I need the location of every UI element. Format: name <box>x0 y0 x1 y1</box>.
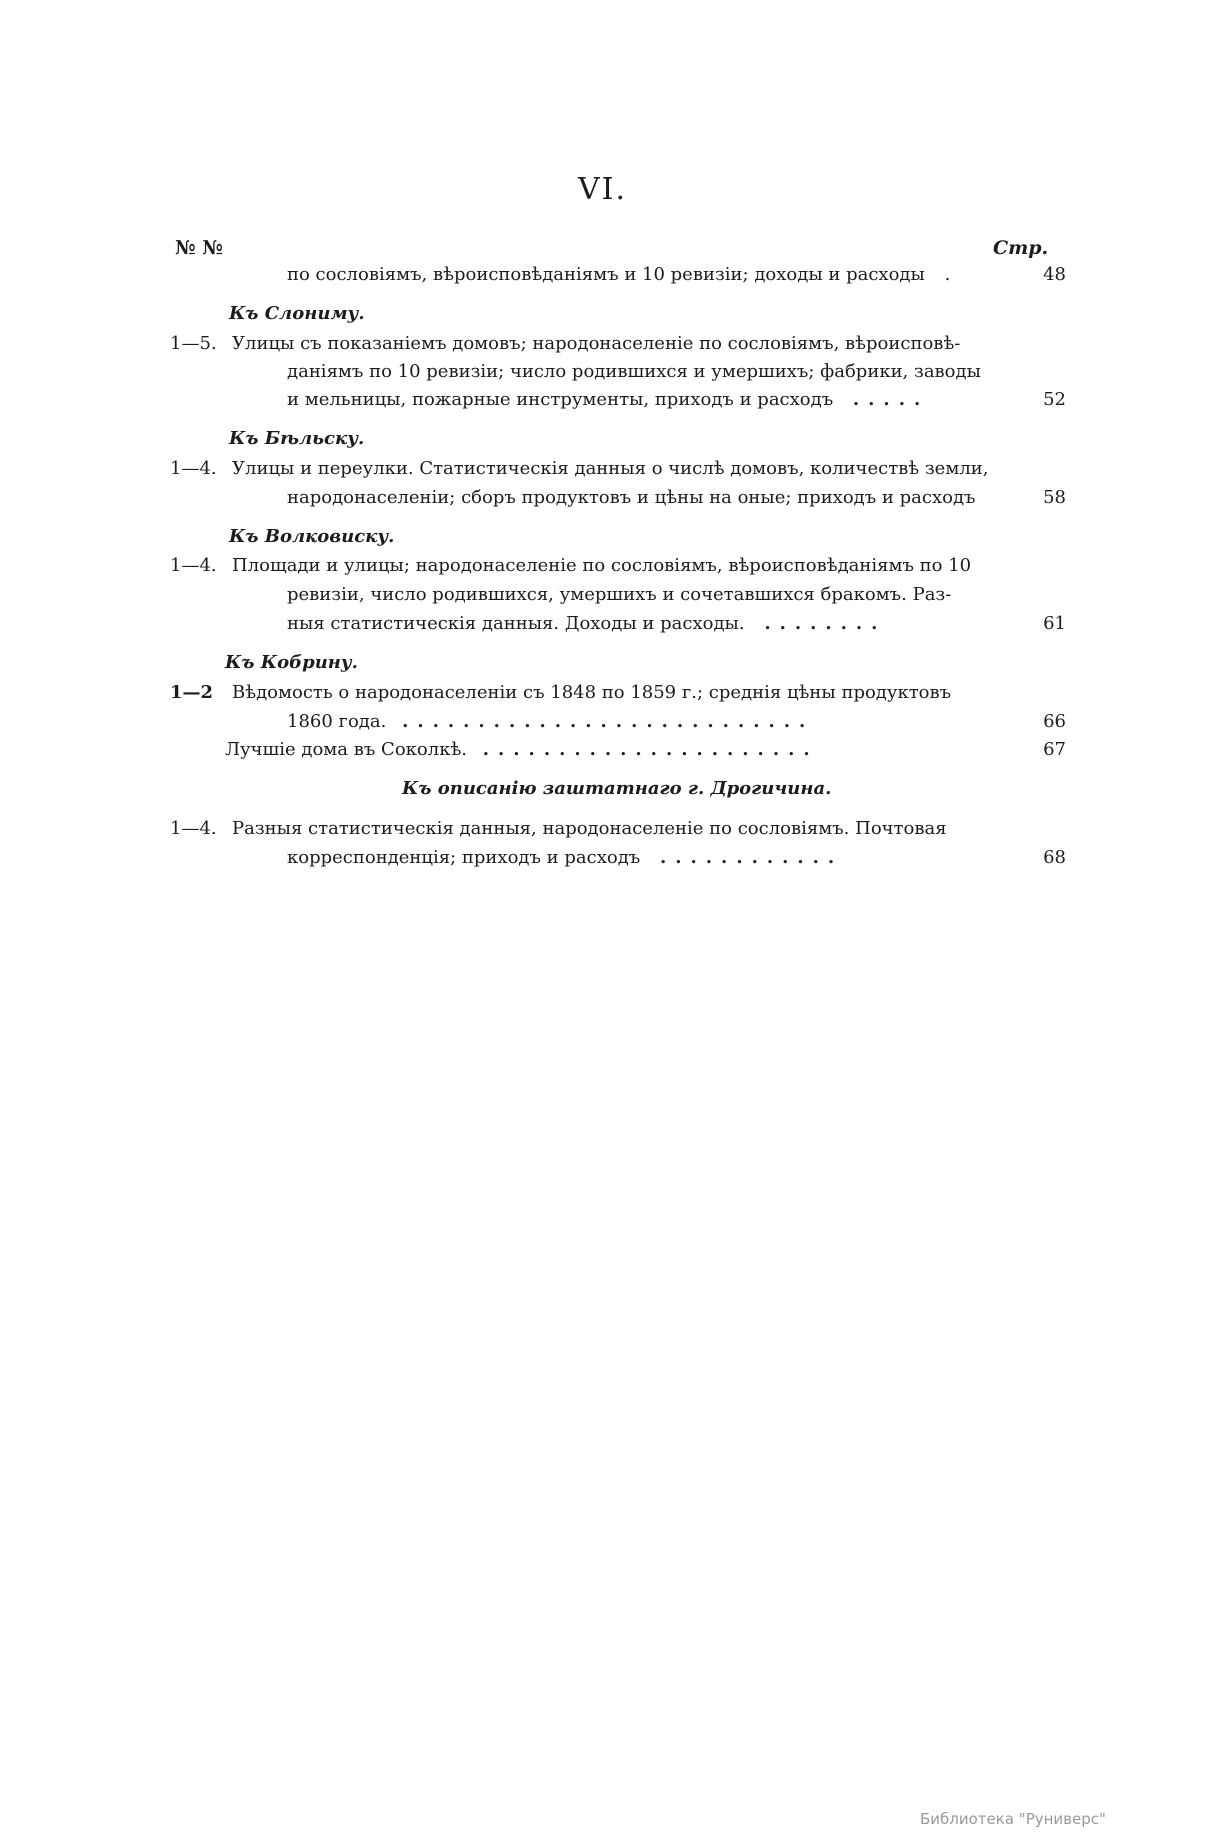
page-ref: 52 <box>1043 389 1066 410</box>
leader-dots: ...................... <box>482 739 819 760</box>
entry-text-line: народонаселеніи; сборъ продуктовъ и цѣны на оные; приходъ и расходъ <box>287 487 976 508</box>
entry-text-line: и мельницы, пожарные инструменты, приходъ и расходъ ..... <box>287 389 963 411</box>
library-watermark: Библиотека "Руниверс" <box>920 1810 1106 1828</box>
header-numbers-label: № № <box>175 237 223 259</box>
entry-text-line: 1860 года. ........................... <box>287 711 988 733</box>
entry-number: 1—4. <box>170 458 217 479</box>
entry-number: 1—4. <box>170 818 217 839</box>
page-ref: 68 <box>1043 847 1066 868</box>
leader-dots: ..... <box>852 389 930 410</box>
entry-number: 1—2 <box>170 682 214 703</box>
section-heading: Къ Слониму. <box>229 303 365 324</box>
entry-text-line: Разныя статистическія данныя, народонаселеніе по сословіямъ. Почтовая <box>232 818 947 839</box>
page-ref: 67 <box>1043 739 1066 760</box>
entry-text-line: Улицы и переулки. Статистическія данныя о числѣ домовъ, количествѣ земли, <box>232 458 989 479</box>
leader-dots: ............ <box>659 847 844 868</box>
entry-text-line: Площади и улицы; народонаселеніе по сословіямъ, вѣроисповѣданіямъ по 10 <box>232 555 972 576</box>
entry-text-line: Лучшіе дома въ Соколкѣ. ...................... <box>225 739 975 761</box>
page-ref: 61 <box>1043 613 1066 634</box>
section-heading: Къ Волковиску. <box>229 526 395 547</box>
page-number: VI. <box>577 172 628 207</box>
header-page-label: Стр. <box>993 237 1049 259</box>
page-ref: 48 <box>1043 264 1066 285</box>
page-ref: 58 <box>1043 487 1066 508</box>
section-heading: Къ Бѣльску. <box>229 428 365 449</box>
entry-text-line: ныя статистическія данныя. Доходы и расходы. ........ <box>287 613 984 635</box>
entry-text-line: Вѣдомость о народонаселеніи съ 1848 по 1859 г.; среднія цѣны продуктовъ <box>232 682 952 703</box>
entry-number: 1—4. <box>170 555 217 576</box>
leader-dots: ........ <box>764 613 887 634</box>
leader-dots: . <box>944 264 951 285</box>
leader-dots: ........................... <box>402 711 815 732</box>
entry-text-line: корреспонденція; приходъ и расходъ ............ <box>287 847 960 869</box>
entry-text-line: ревизіи, число родившихся, умершихъ и сочетавшихся бракомъ. Раз- <box>287 584 952 605</box>
page-ref: 66 <box>1043 711 1066 732</box>
entry-text-line: даніямъ по 10 ревизіи; число родившихся и умершихъ; фабрики, заводы <box>287 361 981 382</box>
section-heading: Къ описанію заштатнаго г. Дрогичина. <box>402 778 832 799</box>
section-heading: Къ Кобрину. <box>225 652 358 673</box>
entry-number: 1—5. <box>170 333 217 354</box>
entry-text-line: Улицы съ показаніемъ домовъ; народонаселеніе по сословіямъ, вѣроисповѣ- <box>232 333 961 354</box>
entry-text-line: по сословіямъ, вѣроисповѣданіямъ и 10 ревизіи; доходы и расходы . <box>287 264 951 285</box>
